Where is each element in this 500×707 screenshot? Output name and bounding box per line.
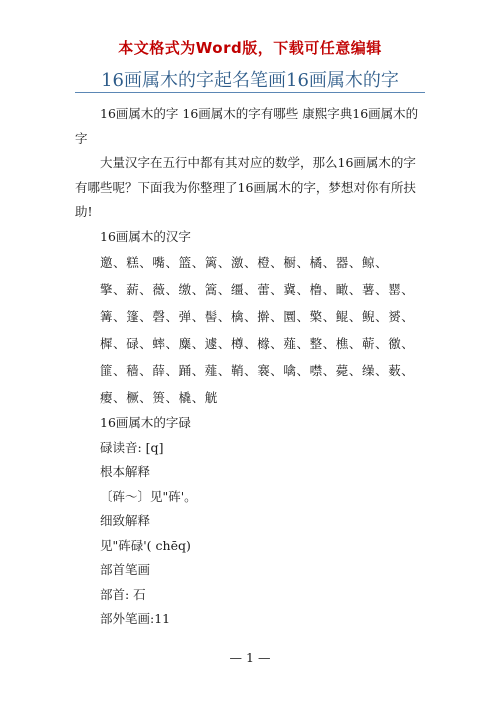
- character-list-line: 樨、碌、蟀、麋、遽、樽、橼、薤、整、樵、蕲、徼、: [100, 336, 415, 351]
- character-list-line: 邀、糕、嘴、篮、篱、激、橙、橱、橘、器、鲸、: [100, 255, 389, 270]
- section-heading: 16画属木的汉字: [100, 228, 191, 244]
- radical-heading: 部首笔画: [100, 562, 151, 577]
- basic-explanation-heading: 根本解释: [100, 464, 151, 479]
- entry-heading: 16画属木的字碌: [100, 415, 191, 430]
- radical-line: 部首: 石: [100, 586, 146, 602]
- page-title: 16画属木的字起名笔画16画属木的字: [101, 70, 399, 91]
- intro-paragraph: 16画属木的字 16画属木的字有哪些 康熙字典16画属木的字: [75, 106, 419, 146]
- stroke-count-line: 部外笔画:11: [100, 611, 171, 626]
- detailed-explanation-text: 见"砗碌'( chēq): [100, 537, 191, 553]
- detailed-explanation-heading: 细致解释: [100, 513, 151, 528]
- character-list: [75, 249, 425, 411]
- character-list-line: 篚、穑、薛、踊、薤、鞘、褰、噙、噤、薨、缲、薮、: [100, 363, 415, 378]
- page-number: — 1 —: [229, 650, 271, 665]
- basic-explanation-text: 〔砗～〕见"砗'。: [100, 488, 197, 504]
- character-list-line: 瘿、橛、篑、橇、觥: [100, 390, 218, 405]
- word-format-notice: 本文格式为Word版，下载可任意编辑: [118, 39, 382, 57]
- title-divider: [75, 92, 425, 93]
- document-body: [75, 102, 425, 632]
- character-list-line: 擎、薪、薇、缴、篙、缰、蕾、冀、橹、瞰、薯、罂、: [100, 282, 415, 297]
- character-list-line: 篝、篷、磬、弹、髻、檎、擀、圜、檠、鲲、鲵、赟、: [100, 309, 415, 324]
- reading-line: 碌读音: [q]: [100, 439, 164, 455]
- description-paragraph: 大量汉字在五行中都有其对应的数学，那么16画属木的字有哪些呢？下面我为你整理了16画属木的字，梦想对你有所扶助!: [75, 155, 416, 219]
